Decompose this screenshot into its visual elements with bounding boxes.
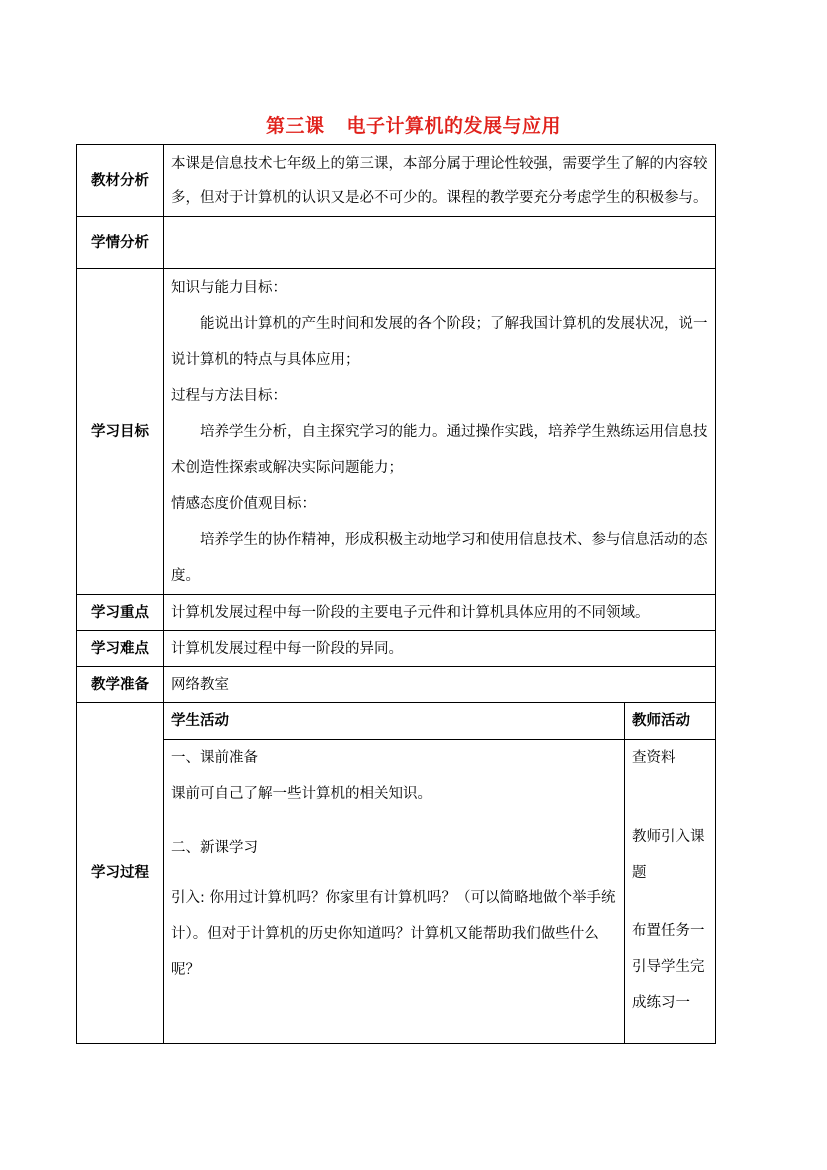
student-section-new: 二、新课学习 xyxy=(171,840,258,856)
label-zhongdian: 学习重点 xyxy=(77,595,164,631)
content-jiaocai: 本课是信息技术七年级上的第三课，本部分属于理论性较强，需要学生了解的内容较多，但对于计算机的认识又是必不可少的。课程的教学要充分考虑学生的积极参与。 xyxy=(164,145,716,217)
title-lesson-number: 第三课 xyxy=(265,115,325,137)
row-jiaocai xyxy=(77,145,716,217)
goal-text-process: 培养学生分析，自主探究学习的能力。通过操作实践，培养学生熟练运用信息技术创造性探索或解决实际问题能力； xyxy=(171,423,708,476)
student-intro-text: 引入: 你用过计算机吗？你家里有计算机吗？（可以简略地做个举手统计）。但对于计算机的历史你知道吗？计算机又能帮助我们做些什么呢？ xyxy=(171,890,616,978)
row-guocheng-body xyxy=(77,740,716,1044)
content-zhongdian: 计算机发展过程中每一阶段的主要电子元件和计算机具体应用的不同领域。 xyxy=(164,595,716,631)
content-zhunbei: 网络教室 xyxy=(164,667,716,703)
content-xueqing xyxy=(164,217,716,269)
teacher-item-task: 布置任务一引导学生完成练习一 xyxy=(632,923,705,1011)
content-mubiao xyxy=(164,269,716,595)
content-nandian: 计算机发展过程中每一阶段的异同。 xyxy=(164,631,716,667)
goal-heading-process: 过程与方法目标： xyxy=(171,387,287,404)
teacher-activity-cell xyxy=(625,740,716,1044)
page-title xyxy=(0,111,827,138)
row-zhunbei xyxy=(77,667,716,703)
title-lesson-name: 电子计算机的发展与应用 xyxy=(346,115,562,137)
row-nandian xyxy=(77,631,716,667)
goal-heading-knowledge: 知识与能力目标： xyxy=(171,279,287,296)
label-xueqing: 学情分析 xyxy=(77,217,164,269)
label-guocheng: 学习过程 xyxy=(77,703,164,1044)
teacher-activity-header: 教师活动 xyxy=(625,703,716,740)
label-nandian: 学习难点 xyxy=(77,631,164,667)
student-section-prep: 一、课前准备 xyxy=(171,750,258,766)
teacher-item-intro: 教师引入课题 xyxy=(632,829,705,881)
row-mubiao xyxy=(77,269,716,595)
student-activity-cell xyxy=(164,740,625,1044)
label-zhunbei: 教学准备 xyxy=(77,667,164,703)
label-mubiao: 学习目标 xyxy=(77,269,164,595)
lesson-plan-table xyxy=(76,144,716,1044)
row-guocheng-header xyxy=(77,703,716,740)
goal-heading-emotion: 情感态度价值观目标： xyxy=(171,495,316,512)
goal-text-emotion: 培养学生的协作精神，形成积极主动地学习和使用信息技术、参与信息活动的态度。 xyxy=(171,531,708,584)
teacher-item-resources: 查资料 xyxy=(632,750,676,766)
label-jiaocai: 教材分析 xyxy=(77,145,164,217)
row-zhongdian xyxy=(77,595,716,631)
row-xueqing xyxy=(77,217,716,269)
student-prep-text: 课前可自己了解一些计算机的相关知识。 xyxy=(171,786,432,802)
student-activity-header: 学生活动 xyxy=(164,703,625,740)
goal-text-knowledge: 能说出计算机的产生时间和发展的各个阶段；了解我国计算机的发展状况，说一说计算机的特点与具体应用； xyxy=(171,315,708,368)
